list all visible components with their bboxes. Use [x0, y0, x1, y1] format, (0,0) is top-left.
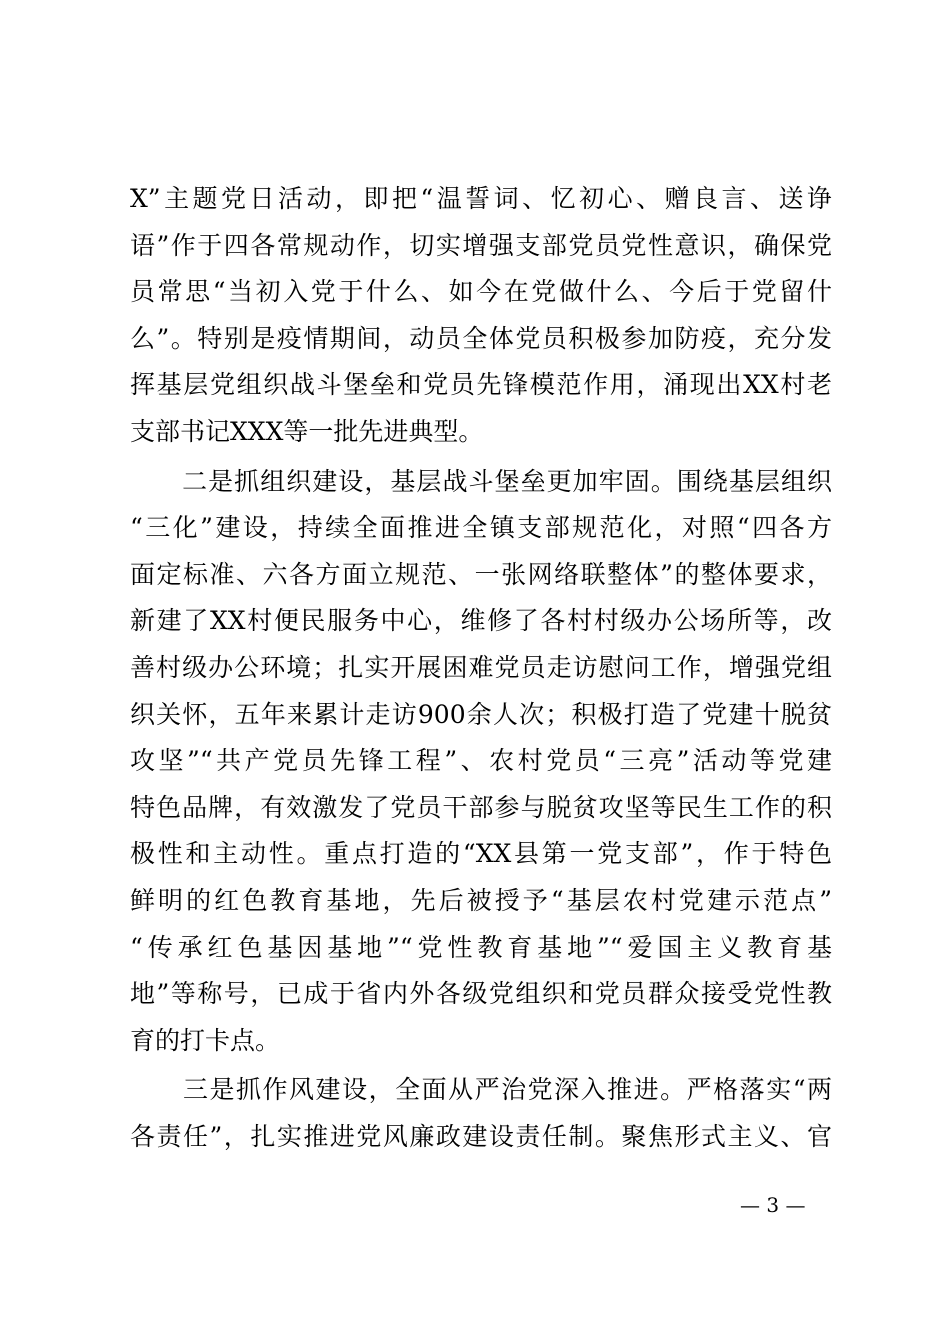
paragraph-2 [130, 459, 832, 1065]
text-line: 织关怀，五年来累计走访900余人次；积极打造了党建十脱贫 [130, 699, 832, 729]
text-line: 三是抓作风建设，全面从严治党深入推进。严格落实“两 [130, 1075, 832, 1105]
text-line: 善村级办公环境；扎实开展困难党员走访慰问工作，增强党组 [130, 652, 832, 682]
text-line: 支部书记XXX等一批先进典型。 [130, 416, 484, 446]
body-text [130, 176, 832, 1160]
text-line: 极性和主动性。重点打造的“XX县第一党支部”，作于特色 [130, 839, 832, 869]
text-line: 二是抓组织建设，基层战斗堡垒更加牢固。围绕基层组织 [130, 466, 832, 496]
text-line: 地”等称号，已成于省内外各级党组织和党员群众接受党性教 [130, 979, 832, 1009]
text-line: 新建了XX村便民服务中心，维修了各村村级办公场所等，改 [130, 606, 832, 636]
text-line: “三化”建设，持续全面推进全镇支部规范化，对照“四各方 [130, 513, 832, 543]
text-line: 语”作于四各常规动作，切实增强支部党员党性意识，确保党 [130, 230, 832, 260]
text-line: 鲜明的红色教育基地，先后被授予“基层农村党建示范点” [130, 885, 832, 915]
text-line: 攻坚”“共产党员先锋工程”、农村党员“三亮”活动等党建 [130, 746, 832, 776]
paragraph-3 [130, 1067, 832, 1160]
text-line: “传承红色基因基地”“党性教育基地”“爱国主义教育基 [130, 932, 832, 962]
page-number: — 3 — [740, 1193, 806, 1217]
text-line: X”主题党日活动，即把“温誓词、忆初心、赠良言、送诤 [130, 184, 832, 213]
text-line: 员常思“当初入党于什么、如今在党做什么、今后于党留什 [130, 277, 832, 307]
text-line: 特色品牌，有效激发了党员干部参与脱贫攻坚等民生工作的积 [130, 792, 832, 822]
text-line: 么”。特别是疫情期间，动员全体党员积极参加防疫，充分发 [130, 323, 832, 353]
paragraph-1 [130, 176, 832, 456]
text-line: 面定标准、六各方面立规范、一张网络联整体”的整体要求， [130, 559, 832, 589]
text-line: 挥基层党组织战斗堡垒和党员先锋模范作用，涌现出XX村老 [130, 370, 832, 400]
text-line: 各责任”，扎实推进党风廉政建设责任制。聚焦形式主义、官 [130, 1121, 832, 1151]
text-line: 育的打卡点。 [130, 1025, 281, 1055]
